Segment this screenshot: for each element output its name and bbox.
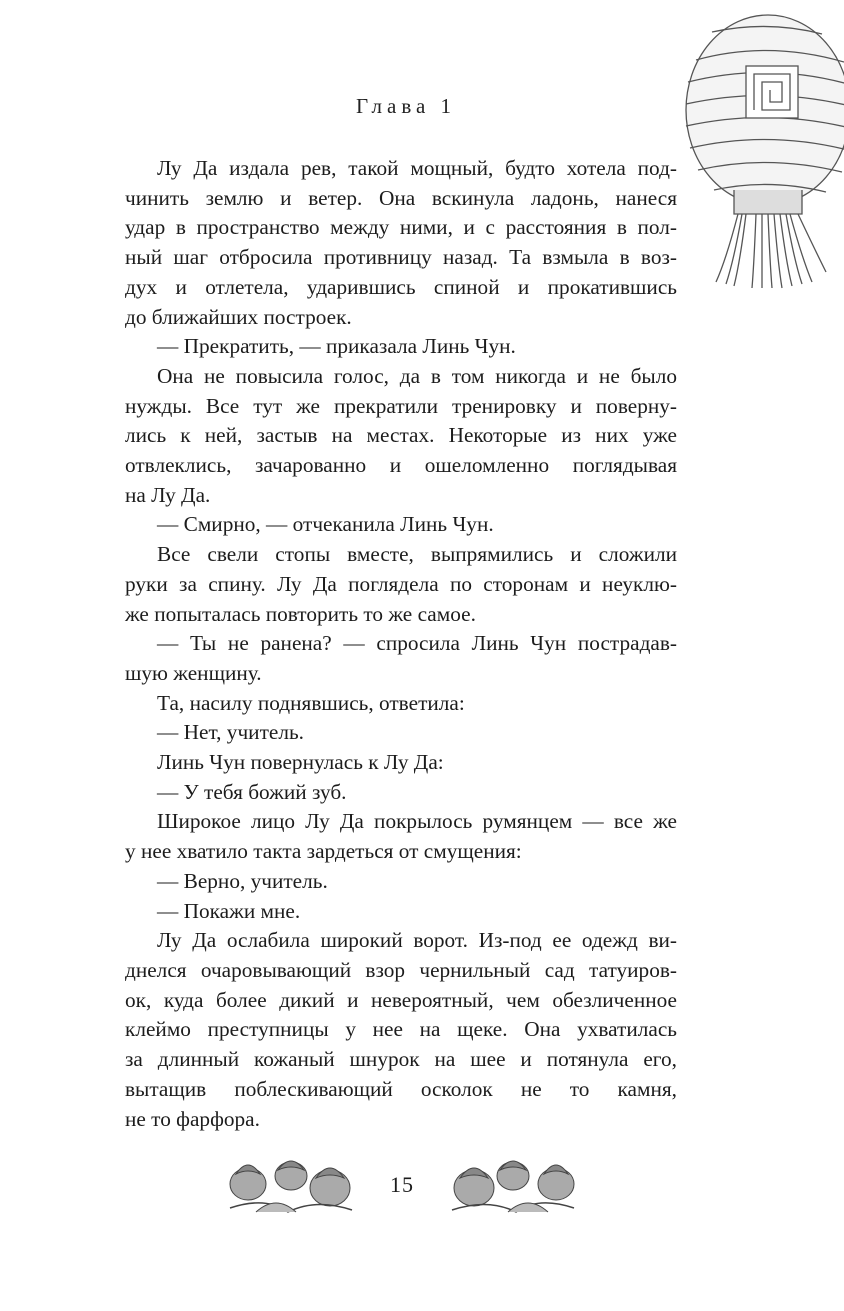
text-line: ный шаг отбросила противницу назад. Та взмыла в воз- [125, 245, 677, 270]
text-line: — Верно, учитель. [157, 868, 328, 893]
text-line: клеймо преступницы у нее на щеке. Она ухватилась [125, 1017, 677, 1042]
text-line: Лу Да издала рев, такой мощный, будто хотела под- [157, 156, 677, 180]
text-line: Она не повысила голос, да в том никогда и не было [157, 363, 677, 388]
lotus-ornament-right [448, 1150, 578, 1220]
text-line: нужды. Все тут же прекратили тренировку и поверну- [125, 393, 677, 418]
text-line: до ближайших построек. [125, 304, 352, 329]
lotus-ornament-left [226, 1150, 356, 1220]
text-line: — Смирно, — отчеканила Линь Чун. [157, 512, 494, 537]
text-line: — У тебя божий зуб. [157, 779, 347, 804]
text-line: шую женщину. [125, 660, 262, 685]
text-line: ок, куда более дикий и невероятный, чем обезличенное [125, 987, 677, 1012]
text-line: лись к ней, застыв на местах. Некоторые из них уже [125, 423, 677, 448]
page-footer [0, 1150, 844, 1230]
text-line: же попыталась повторить то же самое. [125, 601, 476, 626]
text-line: днелся очаровывающий взор чернильный сад татуиров- [125, 957, 677, 982]
text-line: чинить землю и ветер. Она вскинула ладонь, нанеся [125, 185, 677, 210]
text-line: — Нет, учитель. [157, 720, 304, 745]
text-line: вытащив поблескивающий осколок не то камня, [125, 1076, 677, 1101]
text-line: Линь Чун повернулась к Лу Да: [157, 750, 444, 775]
text-line: удар в пространство между ними, и с расстояния в пол- [125, 215, 677, 240]
text-line: Все свели стопы вместе, выпрямились и сложили [157, 542, 677, 567]
text-line: отвлеклись, зачарованно и ошеломленно поглядывая [125, 453, 677, 478]
text-line: дух и отлетела, ударившись спиной и прокатившись [125, 274, 677, 299]
text-line: не то фарфора. [125, 1106, 260, 1131]
page-number: 15 [390, 1172, 414, 1197]
text-line: — Прекратить, — приказала Линь Чун. [157, 334, 516, 359]
text-line: Та, насилу поднявшись, ответила: [157, 690, 465, 715]
lantern-illustration [676, 0, 844, 290]
text-line: — Покажи мне. [157, 898, 301, 923]
text-line: на Лу Да. [125, 482, 211, 507]
text-line: Широкое лицо Лу Да покрылось румянцем — все же [157, 809, 677, 834]
body-text [125, 154, 677, 1134]
text-line: за длинный кожаный шнурок на шее и потянула его, [125, 1047, 677, 1072]
text-line: руки за спину. Лу Да поглядела по сторонам и неуклю- [125, 571, 677, 596]
chapter-heading: Глава 1 [355, 94, 457, 118]
text-line: у нее хватило такта зардеться от смущения: [125, 839, 522, 864]
text-line: Лу Да ослабила широкий ворот. Из-под ее одежд ви- [157, 928, 677, 953]
text-line: — Ты не ранена? — спросила Линь Чун пострадав- [157, 631, 677, 656]
